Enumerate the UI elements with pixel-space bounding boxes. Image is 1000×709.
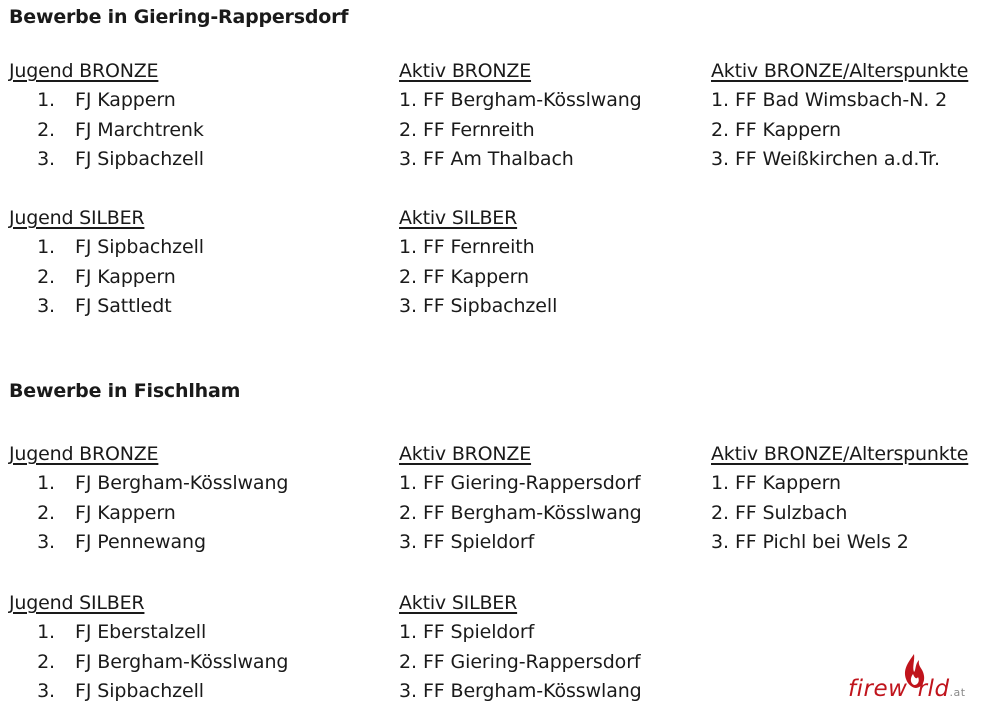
aktiv-bronze-alter-giering xyxy=(711,56,968,175)
team-name: FF Kappern xyxy=(422,265,529,288)
team-name: FF Weißkirchen a.d.Tr. xyxy=(734,148,940,170)
rank-number: 2. xyxy=(711,501,729,524)
block-heading: Jugend BRONZE xyxy=(9,443,159,465)
team-name: FF Bergham-Kösslwang xyxy=(422,501,642,524)
list-item xyxy=(399,263,557,293)
team-name: FF Giering-Rappersdorf xyxy=(422,472,641,494)
block-heading: Aktiv SILBER xyxy=(399,207,518,229)
team-name: FJ Sipbachzell xyxy=(75,236,204,258)
rank-number: 2. xyxy=(399,650,417,673)
list-item xyxy=(399,145,642,175)
list-item xyxy=(711,86,968,116)
team-name: FF Bergham-Kösslwang xyxy=(422,89,642,111)
rank-number: 3. xyxy=(37,148,55,170)
team-name: FF Spieldorf xyxy=(422,621,535,643)
list-item xyxy=(9,648,288,678)
block-heading: Jugend SILBER xyxy=(9,207,145,229)
logo-o-placeholder xyxy=(907,676,917,702)
jugend-silber-giering xyxy=(9,203,204,322)
logo-wordmark xyxy=(848,676,966,702)
team-name: FF Fernreith xyxy=(422,236,535,258)
list-item xyxy=(399,528,642,558)
list-item xyxy=(399,618,642,648)
logo-part-tld: .at xyxy=(949,686,966,699)
team-name: FF Kappern xyxy=(734,118,841,141)
block-heading: Jugend SILBER xyxy=(9,592,145,614)
rank-number: 1. xyxy=(711,89,729,111)
rank-number: 1. xyxy=(399,621,417,643)
list-item xyxy=(711,469,968,499)
team-name: FJ Marchtrenk xyxy=(75,118,204,141)
team-name: FJ Sipbachzell xyxy=(75,680,204,702)
logo-part-w: w xyxy=(888,676,908,702)
rank-number: 2. xyxy=(37,501,55,524)
team-name: FJ Kappern xyxy=(75,89,176,111)
team-name: FJ Bergham-Kösslwang xyxy=(75,472,289,494)
team-name: FF Bergham-Kösswlang xyxy=(422,680,642,702)
block-heading: Aktiv BRONZE xyxy=(399,60,532,82)
logo-part-fire: fire xyxy=(848,676,889,702)
list-item xyxy=(9,233,204,263)
team-name: FF Am Thalbach xyxy=(422,148,574,170)
list-item xyxy=(399,469,642,499)
aktiv-bronze-alter-fischlham xyxy=(711,439,968,558)
rank-number: 3. xyxy=(37,680,55,702)
rank-number: 3. xyxy=(399,531,417,553)
team-name: FJ Eberstalzell xyxy=(75,621,207,643)
team-name: FF Bad Wimsbach-N. 2 xyxy=(734,89,948,111)
block-heading: Aktiv BRONZE/Alterspunkte xyxy=(711,60,969,82)
rank-number: 2. xyxy=(37,265,55,288)
list-item xyxy=(9,618,288,648)
list-item xyxy=(9,528,288,558)
rank-number: 3. xyxy=(399,295,417,317)
block-heading: Aktiv BRONZE xyxy=(399,443,532,465)
section-title-fischlham: Bewerbe in Fischlham xyxy=(9,380,241,402)
jugend-bronze-fischlham xyxy=(9,439,288,558)
rank-number: 1. xyxy=(399,236,417,258)
rank-number: 1. xyxy=(37,472,55,494)
block-heading: Jugend BRONZE xyxy=(9,60,159,82)
list-item xyxy=(399,677,642,707)
aktiv-silber-giering xyxy=(399,203,557,322)
rank-number: 1. xyxy=(37,89,55,111)
list-item xyxy=(9,116,204,146)
list-item xyxy=(9,145,204,175)
list-item xyxy=(9,86,204,116)
list-item xyxy=(711,145,968,175)
logo-part-rld: rld xyxy=(917,676,950,702)
team-name: FJ Sipbachzell xyxy=(75,148,204,170)
block-heading: Aktiv BRONZE/Alterspunkte xyxy=(711,443,969,465)
rank-number: 1. xyxy=(37,236,55,258)
rank-number: 2. xyxy=(399,501,417,524)
list-item xyxy=(711,116,968,146)
list-item xyxy=(399,648,642,678)
rank-number: 3. xyxy=(399,680,417,702)
list-item xyxy=(9,292,204,322)
team-name: FJ Bergham-Kösslwang xyxy=(75,650,289,673)
list-item xyxy=(711,499,968,529)
aktiv-silber-fischlham xyxy=(399,588,642,707)
rank-number: 1. xyxy=(399,89,417,111)
list-item xyxy=(399,86,642,116)
team-name: FF Pichl bei Wels 2 xyxy=(734,531,909,553)
rank-number: 3. xyxy=(37,531,55,553)
rank-number: 3. xyxy=(711,148,729,170)
team-name: FF Sipbachzell xyxy=(422,295,558,317)
rank-number: 1. xyxy=(399,472,417,494)
rank-number: 2. xyxy=(399,118,417,141)
team-name: FJ Pennewang xyxy=(75,531,206,553)
list-item xyxy=(399,499,642,529)
team-name: FF Giering-Rappersdorf xyxy=(422,650,641,673)
rank-number: 2. xyxy=(399,265,417,288)
list-item xyxy=(399,233,557,263)
list-item xyxy=(399,292,557,322)
rank-number: 3. xyxy=(399,148,417,170)
list-item xyxy=(9,677,288,707)
aktiv-bronze-fischlham xyxy=(399,439,642,558)
rank-number: 1. xyxy=(711,472,729,494)
rank-number: 2. xyxy=(37,118,55,141)
list-item xyxy=(9,263,204,293)
team-name: FJ Kappern xyxy=(75,501,176,524)
rank-number: 1. xyxy=(37,621,55,643)
jugend-bronze-giering xyxy=(9,56,204,175)
team-name: FJ Kappern xyxy=(75,265,176,288)
rank-number: 3. xyxy=(711,531,729,553)
list-item xyxy=(9,499,288,529)
team-name: FJ Sattledt xyxy=(75,295,172,317)
jugend-silber-fischlham xyxy=(9,588,288,707)
rank-number: 3. xyxy=(37,295,55,317)
list-item xyxy=(711,528,968,558)
team-name: FF Spieldorf xyxy=(422,531,535,553)
fireworld-logo xyxy=(848,652,990,708)
rank-number: 2. xyxy=(37,650,55,673)
section-title-giering: Bewerbe in Giering-Rappersdorf xyxy=(9,6,349,28)
list-item xyxy=(9,469,288,499)
team-name: FF Kappern xyxy=(734,472,841,494)
list-item xyxy=(399,116,642,146)
team-name: FF Sulzbach xyxy=(734,501,848,524)
aktiv-bronze-giering xyxy=(399,56,642,175)
team-name: FF Fernreith xyxy=(422,118,535,141)
rank-number: 2. xyxy=(711,118,729,141)
block-heading: Aktiv SILBER xyxy=(399,592,518,614)
